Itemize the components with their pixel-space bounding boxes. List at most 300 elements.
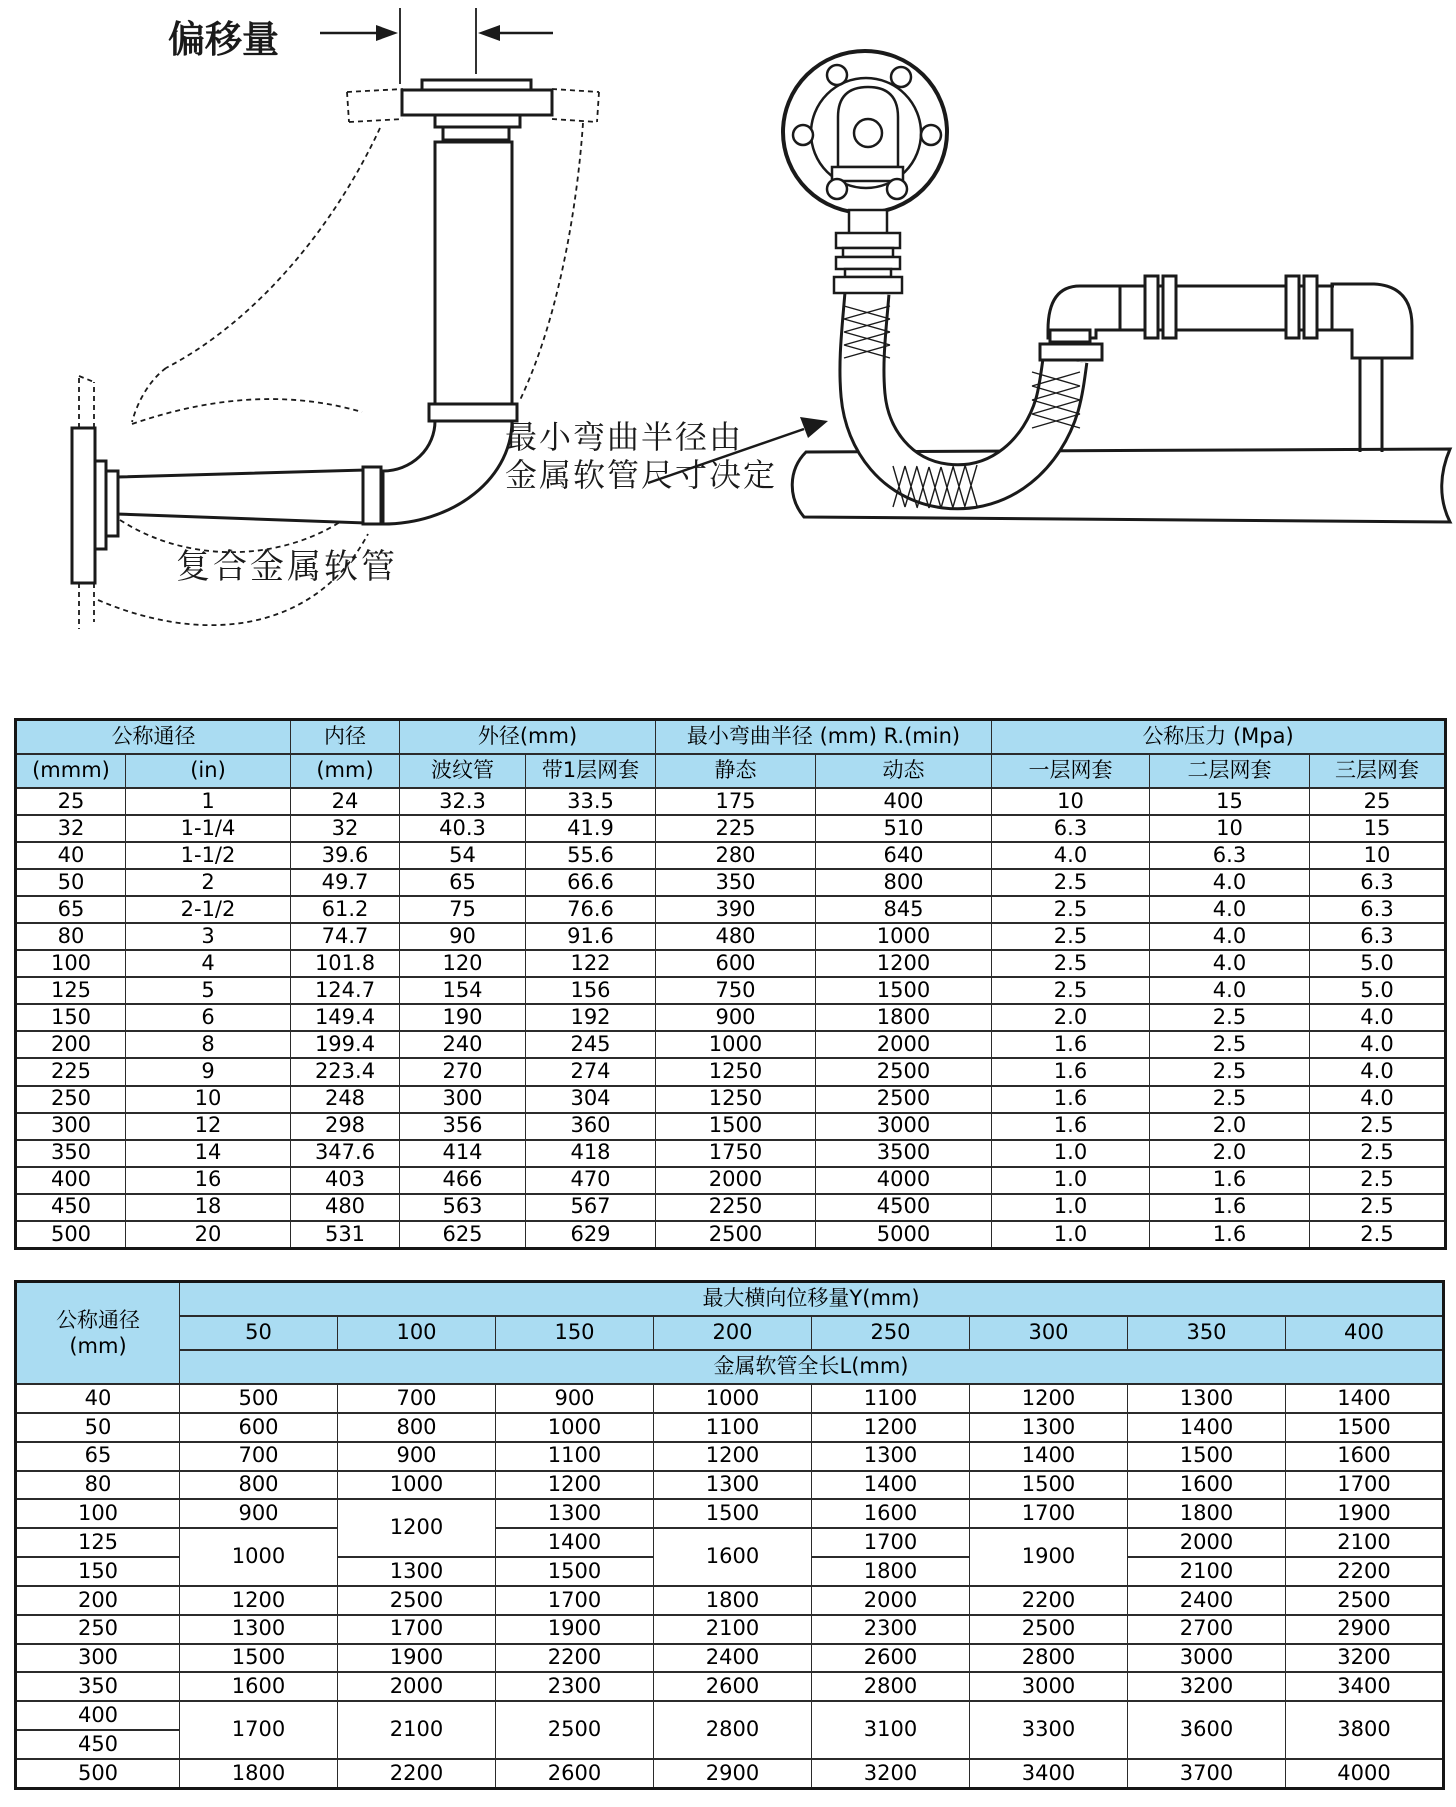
cell: 15: [1150, 788, 1310, 815]
cell: 1200: [180, 1586, 338, 1615]
cell: 2400: [1128, 1586, 1286, 1615]
table-row: [16, 1350, 1444, 1384]
cell: 2500: [816, 1058, 992, 1085]
cell: 3700: [1128, 1759, 1286, 1789]
min-bend-note-line1: 最小弯曲半径由: [505, 418, 744, 456]
cell: 625: [400, 1221, 526, 1249]
cell: 700: [338, 1384, 496, 1413]
cell: 2200: [970, 1586, 1128, 1615]
hose-diagrams: [0, 0, 1456, 700]
cell: 600: [180, 1413, 338, 1442]
cell: 1200: [812, 1413, 970, 1442]
cell: 350: [656, 869, 816, 896]
cell: 250: [16, 1615, 180, 1644]
cell: 1700: [496, 1586, 654, 1615]
cell: 1900: [496, 1615, 654, 1644]
cell: 124.7: [291, 977, 400, 1004]
cell: 1500: [816, 977, 992, 1004]
cell: 1500: [970, 1471, 1128, 1500]
cell: 4.0: [992, 842, 1150, 869]
header-od: 外径(mm): [400, 720, 656, 755]
cell: 50: [16, 1413, 180, 1442]
cell: 1.0: [992, 1140, 1150, 1167]
table-row: [16, 950, 1446, 977]
cell: 900: [180, 1499, 338, 1528]
cell: 4.0: [1150, 923, 1310, 950]
cell: 2.5: [1150, 1031, 1310, 1058]
cell: 3600: [1128, 1701, 1286, 1759]
cell: 2.5: [1150, 1086, 1310, 1113]
cell: 76.6: [526, 896, 656, 923]
cell: 2100: [1286, 1528, 1444, 1557]
cell: 480: [656, 923, 816, 950]
cell: 274: [526, 1058, 656, 1085]
header-id: 内径: [291, 720, 400, 755]
cell: 2600: [496, 1759, 654, 1789]
cell: 175: [656, 788, 816, 815]
subheader: 250: [812, 1316, 970, 1350]
cell: 4.0: [1150, 869, 1310, 896]
cell: 2800: [654, 1701, 812, 1759]
cell: 1.6: [992, 1031, 1150, 1058]
cell: 54: [400, 842, 526, 869]
cell: 100: [16, 1499, 180, 1528]
cell: 4.0: [1310, 1031, 1446, 1058]
cell: 2100: [654, 1615, 812, 1644]
cell: 356: [400, 1113, 526, 1140]
subheader: 带1层网套: [526, 754, 656, 788]
cell: 300: [16, 1113, 126, 1140]
cell: 2.5: [992, 950, 1150, 977]
cell: 4: [126, 950, 291, 977]
cell: 629: [526, 1221, 656, 1249]
cell: 2.5: [1310, 1140, 1446, 1167]
table-row: [16, 1058, 1446, 1085]
table-row: [16, 1413, 1444, 1442]
cell: 2500: [338, 1586, 496, 1615]
cell: 32.3: [400, 788, 526, 815]
cell: 1800: [180, 1759, 338, 1789]
cell: 400: [16, 1701, 180, 1730]
cell: 1.6: [992, 1113, 1150, 1140]
elbow-pipe-body: [72, 80, 552, 583]
cell: 125: [16, 977, 126, 1004]
cell: 347.6: [291, 1140, 400, 1167]
cell: 1000: [816, 923, 992, 950]
cell: 1-1/4: [126, 815, 291, 842]
cell: 298: [291, 1113, 400, 1140]
cell: 414: [400, 1140, 526, 1167]
subheader: 静态: [656, 754, 816, 788]
cell: 1700: [338, 1615, 496, 1644]
cell: 800: [816, 869, 992, 896]
cell: 845: [816, 896, 992, 923]
cell: 2000: [656, 1167, 816, 1194]
cell: 225: [656, 815, 816, 842]
cell: 510: [816, 815, 992, 842]
table-row: [16, 1528, 1444, 1557]
cell: 900: [656, 1004, 816, 1031]
cell: 5.0: [1310, 977, 1446, 1004]
cell: 1100: [654, 1413, 812, 1442]
cell: 2900: [1286, 1615, 1444, 1644]
cell: 55.6: [526, 842, 656, 869]
cell: 1300: [338, 1557, 496, 1586]
cell: 125: [16, 1528, 180, 1557]
cell: 41.9: [526, 815, 656, 842]
table-row: [16, 815, 1446, 842]
cell: 3000: [970, 1672, 1128, 1701]
cell: 1000: [496, 1413, 654, 1442]
cell: 154: [400, 977, 526, 1004]
cell: 2100: [338, 1701, 496, 1759]
cell: 360: [526, 1113, 656, 1140]
cell: 74.7: [291, 923, 400, 950]
header-hose-length: 金属软管全长L(mm): [180, 1350, 1444, 1384]
cell: 150: [16, 1004, 126, 1031]
cell: 480: [291, 1194, 400, 1221]
subheader: 100: [338, 1316, 496, 1350]
cell: 4.0: [1310, 1086, 1446, 1113]
table-row: [16, 1031, 1446, 1058]
table-row: [16, 1672, 1444, 1701]
cell: 3: [126, 923, 291, 950]
cell: 2300: [496, 1672, 654, 1701]
cell: 10: [1150, 815, 1310, 842]
table-row: [16, 1167, 1446, 1194]
subheader: 二层网套: [1150, 754, 1310, 788]
header-bend-radius: 最小弯曲半径 (mm) R.(min): [656, 720, 992, 755]
cell: 280: [656, 842, 816, 869]
cell: 50: [16, 869, 126, 896]
header-dn-corner: [16, 1282, 180, 1385]
cell: 1700: [180, 1701, 338, 1759]
cell: 2.5: [992, 896, 1150, 923]
cell: 150: [16, 1557, 180, 1586]
cell: 1500: [1128, 1442, 1286, 1471]
cell: 1600: [812, 1499, 970, 1528]
cell: 2.5: [1150, 1058, 1310, 1085]
cell: 122: [526, 950, 656, 977]
cell: 75: [400, 896, 526, 923]
cell: 1.6: [1150, 1194, 1310, 1221]
cell: 15: [1310, 815, 1446, 842]
cell: 6.3: [992, 815, 1150, 842]
cell: 2500: [496, 1701, 654, 1759]
cell: 6.3: [1310, 869, 1446, 896]
table-row: [16, 1701, 1444, 1730]
cell: 1.0: [992, 1167, 1150, 1194]
cell: 12: [126, 1113, 291, 1140]
cell: 39.6: [291, 842, 400, 869]
cell: 750: [656, 977, 816, 1004]
cell: 418: [526, 1140, 656, 1167]
cell: 33.5: [526, 788, 656, 815]
cell: 1.6: [992, 1058, 1150, 1085]
cell: 4.0: [1150, 896, 1310, 923]
cell: 1300: [1128, 1384, 1286, 1413]
cell: 1600: [1286, 1442, 1444, 1471]
offset-label: 偏移量: [168, 18, 279, 61]
table-row: [16, 896, 1446, 923]
cell: 270: [400, 1058, 526, 1085]
subheader: 200: [654, 1316, 812, 1350]
cell: 1300: [180, 1615, 338, 1644]
cell: 403: [291, 1167, 400, 1194]
cell: 1000: [180, 1528, 338, 1586]
cell: 2000: [1128, 1528, 1286, 1557]
cell: 3200: [1286, 1644, 1444, 1673]
cell: 466: [400, 1167, 526, 1194]
subheader: (in): [126, 754, 291, 788]
cell: 400: [16, 1167, 126, 1194]
cell: 3300: [970, 1701, 1128, 1759]
cell: 4.0: [1150, 977, 1310, 1004]
cell: 3200: [1128, 1672, 1286, 1701]
cell: 18: [126, 1194, 291, 1221]
cell: 1000: [656, 1031, 816, 1058]
cell: 4.0: [1150, 950, 1310, 977]
cell: 223.4: [291, 1058, 400, 1085]
cell: 156: [526, 977, 656, 1004]
cell: 2: [126, 869, 291, 896]
cell: 500: [16, 1759, 180, 1789]
cell: 1100: [496, 1442, 654, 1471]
cell: 700: [180, 1442, 338, 1471]
cell: 49.7: [291, 869, 400, 896]
cell: 1700: [970, 1499, 1128, 1528]
table-row: [16, 1586, 1444, 1615]
cell: 80: [16, 1471, 180, 1500]
subheader: 波纹管: [400, 754, 526, 788]
cell: 2200: [338, 1759, 496, 1789]
cell: 6.3: [1310, 923, 1446, 950]
displacement-length-table: [14, 1280, 1445, 1790]
cell: 350: [16, 1140, 126, 1167]
cell: 3000: [1128, 1644, 1286, 1673]
cell: 2.0: [992, 1004, 1150, 1031]
cell: 2.5: [1150, 1004, 1310, 1031]
cell: 3400: [970, 1759, 1128, 1789]
subheader: 三层网套: [1310, 754, 1446, 788]
cell: 245: [526, 1031, 656, 1058]
cell: 3500: [816, 1140, 992, 1167]
cell: 3400: [1286, 1672, 1444, 1701]
hose-spec-table: [14, 718, 1447, 1250]
cell: 1000: [654, 1384, 812, 1413]
table-row: [16, 1759, 1444, 1789]
cell: 1400: [496, 1528, 654, 1557]
cell: 1700: [1286, 1471, 1444, 1500]
cell: 1500: [180, 1644, 338, 1673]
cell: 1200: [338, 1499, 496, 1557]
subheader: 一层网套: [992, 754, 1150, 788]
cell: 2.0: [1150, 1140, 1310, 1167]
cell: 1-1/2: [126, 842, 291, 869]
cell: 3100: [812, 1701, 970, 1759]
cell: 2200: [496, 1644, 654, 1673]
cell: 4500: [816, 1194, 992, 1221]
header-max-displacement: 最大横向位移量Y(mm): [180, 1282, 1444, 1317]
cell: 2500: [816, 1086, 992, 1113]
table-row: [16, 754, 1446, 788]
cell: 450: [16, 1730, 180, 1759]
cell: 1400: [812, 1471, 970, 1500]
cell: 3800: [1286, 1701, 1444, 1759]
table-row: [16, 1004, 1446, 1031]
cell: 6: [126, 1004, 291, 1031]
cell: 4000: [1286, 1759, 1444, 1789]
cell: 1300: [654, 1471, 812, 1500]
subheader: 50: [180, 1316, 338, 1350]
subheader: 动态: [816, 754, 992, 788]
cell: 10: [126, 1086, 291, 1113]
table-row: [16, 977, 1446, 1004]
cell: 2500: [656, 1221, 816, 1249]
cell: 1800: [812, 1557, 970, 1586]
cell: 32: [291, 815, 400, 842]
cell: 2500: [1286, 1586, 1444, 1615]
cell: 2700: [1128, 1615, 1286, 1644]
table-row: [16, 1384, 1444, 1413]
cell: 2100: [1128, 1557, 1286, 1586]
cell: 1300: [496, 1499, 654, 1528]
cell: 2.5: [1310, 1221, 1446, 1249]
cell: 1: [126, 788, 291, 815]
table-row: [16, 1140, 1446, 1167]
cell: 250: [16, 1086, 126, 1113]
cell: 2200: [1286, 1557, 1444, 1586]
table-row: [16, 1316, 1444, 1350]
table-row: [16, 788, 1446, 815]
cell: 2.5: [1310, 1194, 1446, 1221]
cell: 2.5: [992, 869, 1150, 896]
cell: 225: [16, 1058, 126, 1085]
cell: 100: [16, 950, 126, 977]
cell: 91.6: [526, 923, 656, 950]
cell: 1400: [1286, 1384, 1444, 1413]
cell: 470: [526, 1167, 656, 1194]
cell: 2.5: [1310, 1113, 1446, 1140]
cell: 65: [16, 896, 126, 923]
cell: 2.5: [1310, 1167, 1446, 1194]
cell: 1600: [180, 1672, 338, 1701]
cell: 40.3: [400, 815, 526, 842]
cell: 900: [496, 1384, 654, 1413]
cell: 120: [400, 950, 526, 977]
cell: 8: [126, 1031, 291, 1058]
subheader: (mm): [291, 754, 400, 788]
cell: 10: [1310, 842, 1446, 869]
cell: 2600: [812, 1644, 970, 1673]
cell: 563: [400, 1194, 526, 1221]
cell: 300: [400, 1086, 526, 1113]
cell: 65: [400, 869, 526, 896]
cell: 1500: [656, 1113, 816, 1140]
cell: 2900: [654, 1759, 812, 1789]
table-row: [16, 923, 1446, 950]
rigid-pipework: [1040, 276, 1412, 452]
cell: 2300: [812, 1615, 970, 1644]
cell: 1750: [656, 1140, 816, 1167]
cell: 600: [656, 950, 816, 977]
cell: 1200: [496, 1471, 654, 1500]
corner-unit: (mm): [69, 1334, 127, 1358]
table-row: [16, 720, 1446, 755]
cell: 2.0: [1150, 1113, 1310, 1140]
cell: 1.6: [992, 1086, 1150, 1113]
table-row: [16, 1086, 1446, 1113]
cell: 20: [126, 1221, 291, 1249]
cell: 300: [16, 1644, 180, 1673]
cell: 531: [291, 1221, 400, 1249]
cell: 24: [291, 788, 400, 815]
cell: 1500: [496, 1557, 654, 1586]
cell: 2000: [816, 1031, 992, 1058]
cell: 2.5: [992, 923, 1150, 950]
cell: 80: [16, 923, 126, 950]
cell: 66.6: [526, 869, 656, 896]
left-diagram-caption: 复合金属软管: [176, 547, 398, 587]
cell: 1200: [654, 1442, 812, 1471]
cell: 800: [180, 1471, 338, 1500]
cell: 4.0: [1310, 1058, 1446, 1085]
cell: 1300: [970, 1413, 1128, 1442]
cell: 61.2: [291, 896, 400, 923]
cell: 1900: [1286, 1499, 1444, 1528]
cell: 1000: [338, 1471, 496, 1500]
cell: 199.4: [291, 1031, 400, 1058]
flange-face: [783, 51, 947, 293]
cell: 3000: [816, 1113, 992, 1140]
table-row: [16, 1615, 1444, 1644]
header-pressure: 公称压力 (Mpa): [992, 720, 1446, 755]
cell: 1600: [654, 1528, 812, 1586]
cell: 1900: [970, 1528, 1128, 1586]
cell: 192: [526, 1004, 656, 1031]
cell: 2000: [338, 1672, 496, 1701]
cell: 1100: [812, 1384, 970, 1413]
cell: 101.8: [291, 950, 400, 977]
cell: 6.3: [1310, 896, 1446, 923]
cell: 567: [526, 1194, 656, 1221]
cell: 2500: [970, 1615, 1128, 1644]
cell: 2-1/2: [126, 896, 291, 923]
cell: 200: [16, 1586, 180, 1615]
table-row: [16, 1221, 1446, 1249]
subheader: 400: [1286, 1316, 1444, 1350]
cell: 1200: [816, 950, 992, 977]
cell: 1.0: [992, 1194, 1150, 1221]
cell: 65: [16, 1442, 180, 1471]
table-row: [16, 1499, 1444, 1528]
cell: 304: [526, 1086, 656, 1113]
cell: 1250: [656, 1058, 816, 1085]
cell: 390: [656, 896, 816, 923]
cell: 40: [16, 1384, 180, 1413]
cell: 5.0: [1310, 950, 1446, 977]
header-dn: 公称通径: [16, 720, 291, 755]
table-row: [16, 869, 1446, 896]
cell: 640: [816, 842, 992, 869]
cell: 2600: [654, 1672, 812, 1701]
table-row: [16, 842, 1446, 869]
cell: 149.4: [291, 1004, 400, 1031]
cell: 800: [338, 1413, 496, 1442]
cell: 190: [400, 1004, 526, 1031]
subheader: 300: [970, 1316, 1128, 1350]
cell: 1300: [812, 1442, 970, 1471]
